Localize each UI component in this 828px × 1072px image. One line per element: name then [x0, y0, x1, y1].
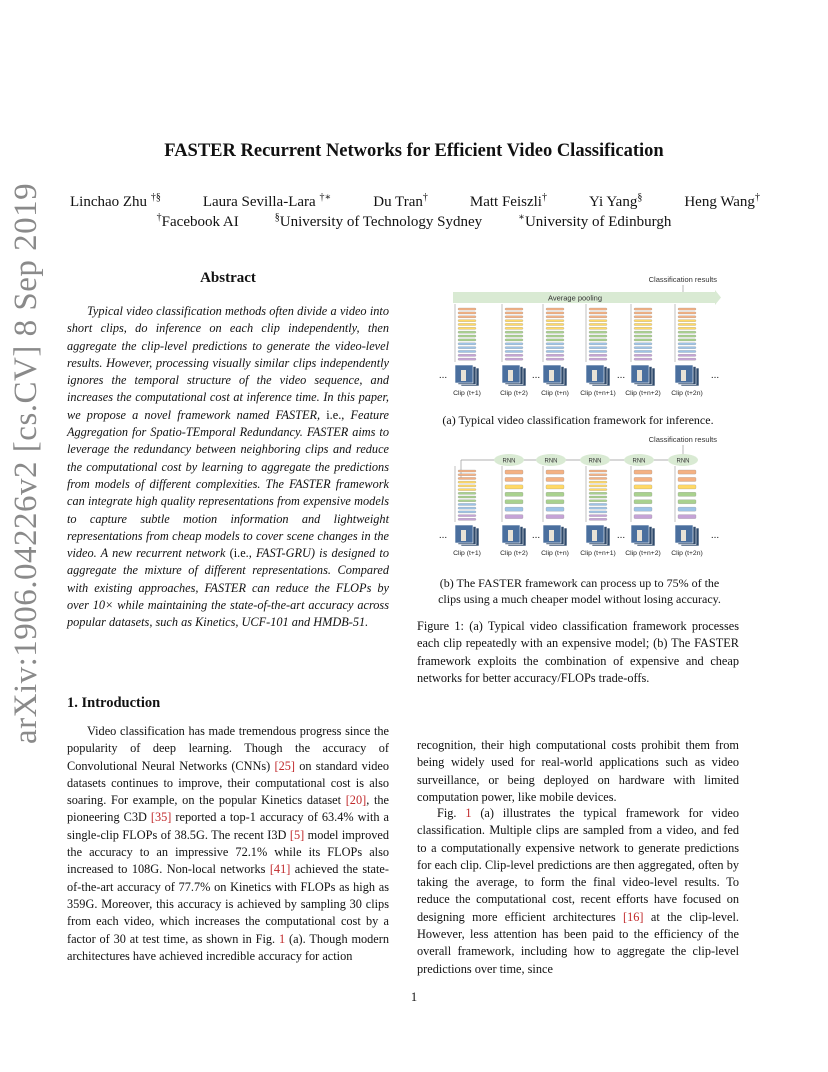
network-layer: [589, 492, 607, 494]
figure-1b-diagram: [425, 430, 725, 570]
network-layer: [678, 323, 696, 325]
network-layer: [458, 511, 476, 513]
average-pooling-label: Average pooling: [547, 293, 603, 303]
author: Du Tran†: [373, 192, 428, 210]
network-layer: [546, 335, 564, 337]
network-layer: [678, 485, 696, 489]
network-layer: [546, 350, 564, 352]
network-layer: [589, 320, 607, 322]
frame-person: [637, 530, 642, 541]
network-layer: [678, 358, 696, 360]
network-layer: [589, 323, 607, 325]
network-layer: [678, 343, 696, 345]
network-layer: [458, 489, 476, 491]
network-layer: [678, 354, 696, 356]
network-layer: [505, 354, 523, 356]
figure-ref-link[interactable]: 1: [278, 931, 286, 946]
network-layer: [589, 474, 607, 476]
network-layer: [589, 515, 607, 517]
network-layer: [678, 500, 696, 504]
network-layer: [634, 316, 652, 318]
clip-column: [500, 466, 528, 557]
affiliation: ∗University of Edinburgh: [518, 212, 672, 230]
frame-person: [681, 370, 686, 381]
network-layer: [589, 308, 607, 310]
network-layer: [634, 323, 652, 325]
network-layer: [678, 470, 696, 474]
network-layer: [634, 354, 652, 356]
frame-person: [508, 370, 513, 381]
network-layer: [589, 316, 607, 318]
ellipsis: ...: [438, 370, 448, 381]
frame-person: [549, 370, 554, 381]
network-layer: [589, 485, 607, 487]
citation-link[interactable]: [20]: [345, 793, 367, 808]
network-layer: [458, 320, 476, 322]
network-layer: [634, 312, 652, 314]
network-layer: [458, 350, 476, 352]
clip-column: [541, 466, 569, 557]
network-layer: [458, 358, 476, 360]
network-layer: [505, 312, 523, 314]
rnn-label: RNN: [676, 458, 690, 465]
clip-label: Clip (t+n): [541, 390, 569, 397]
author-list: [70, 194, 760, 211]
network-layer: [634, 492, 652, 496]
frame-person: [592, 530, 597, 541]
network-layer: [458, 500, 476, 502]
section-heading-introduction: 1. Introduction: [67, 695, 161, 711]
clip-label: Clip (t+2n): [671, 390, 703, 397]
network-layer: [505, 507, 523, 511]
clip-label: Clip (t+n+2): [625, 550, 661, 557]
rnn-node: [494, 454, 524, 466]
network-layer: [546, 515, 564, 519]
network-layer: [589, 470, 607, 472]
citation-link[interactable]: [5]: [289, 827, 305, 842]
ellipsis: ...: [616, 530, 626, 541]
network-layer: [458, 474, 476, 476]
citation-link[interactable]: [35]: [150, 810, 172, 825]
network-layer: [458, 327, 476, 329]
network-layer: [589, 503, 607, 505]
rnn-label: RNN: [632, 458, 646, 465]
clip-column: [453, 304, 481, 397]
network-layer: [546, 343, 564, 345]
network-layer: [505, 350, 523, 352]
network-layer: [505, 347, 523, 349]
network-layer: [546, 331, 564, 333]
network-layer: [589, 358, 607, 360]
network-layer: [546, 354, 564, 356]
ellipsis: ...: [710, 370, 720, 381]
network-layer: [458, 515, 476, 517]
abstract-text: Typical video classification methods often divide a video into short clips, do inference on each clip independently, then aggregate the clip-level predictions to generate the video-level results. However, processing visually similar clips independently ignores the temporal structure of the video sequence, and increases the computational cost at inference time. In this paper, we propose a novel framework named FASTER, i.e., Feature Aggregation for Spatio-TEmporal Redundancy. FASTER aims to leverage the redundancy between neighboring clips and reduce the computational cost by learning to aggregate the predictions from models of different complexities. The FASTER framework can integrate high quality representations from expensive models to capture subtle motion information and lightweight representations from cheap models to cover scene changes in the video. A new recurrent network (i.e., FAST-GRU) is designed to aggregate the mixture of different representations. Compared with existing approaches, FASTER can reduce the FLOPs by over 10× while maintaining the state-of-the-art accuracy across popular datasets, such as Kinetics, UCF-101 and HMDB-51.: [67, 304, 389, 630]
right-column-text: recognition, their high computational costs prohibit them from being widely used for real-world applications such as video surveillance, or being deployed on hardware with limited computation power, like mobile devices.: [417, 738, 739, 804]
clip-column: [625, 466, 661, 557]
frame-person: [461, 530, 466, 541]
network-layer: [505, 335, 523, 337]
abstract-heading: Abstract: [200, 270, 256, 286]
clip-column: [671, 466, 703, 557]
introduction-text: Video classification has made tremendous progress since the popularity of deep learning. Though the accuracy of Convolutional Neural Networks (CNNs) [25] on standard video datasets continues to improve, their computational cost is also soaring. For example, on the popular Kinetics dataset [20], the pioneering C3D [35] reported a top-1 accuracy of 63.4% with a single-clip FLOPs of 38.5G. The recent I3D [5] model improved the accuracy to an impressive 72.1% while its FLOPs also increased to 108G. Non-local networks [41] achieved the state-of-the-art accuracy of 77.7% on Kinetics with FLOPs as high as 359G. Moreover, this accuracy is achieved by sampling 30 clips from each video, which increases the computational cost by a factor of 30 at test time, as shown in Fig. 1 (a). Though modern architectures have achieved incredible accuracy for action: [67, 724, 390, 963]
network-layer: [546, 327, 564, 329]
network-layer: [546, 492, 564, 496]
author: Linchao Zhu †§: [70, 192, 161, 210]
ellipsis: ...: [531, 530, 541, 541]
network-layer: [546, 358, 564, 360]
rnn-label: RNN: [502, 458, 516, 465]
network-layer: [678, 331, 696, 333]
network-layer: [678, 327, 696, 329]
network-layer: [634, 515, 652, 519]
network-layer: [546, 323, 564, 325]
network-layer: [634, 339, 652, 341]
network-layer: [458, 518, 476, 520]
network-layer: [589, 354, 607, 356]
network-layer: [634, 358, 652, 360]
network-layer: [589, 331, 607, 333]
network-layer: [458, 503, 476, 505]
network-layer: [634, 500, 652, 504]
network-layer: [589, 507, 607, 509]
network-layer: [589, 477, 607, 479]
network-layer: [589, 347, 607, 349]
network-layer: [505, 343, 523, 345]
clip-label: Clip (t+n+1): [580, 550, 616, 557]
network-layer: [634, 308, 652, 310]
network-layer: [589, 511, 607, 513]
network-layer: [505, 327, 523, 329]
network-layer: [589, 339, 607, 341]
affiliation: §University of Technology Sydney: [274, 212, 483, 230]
network-layer: [505, 492, 523, 496]
network-layer: [546, 316, 564, 318]
network-layer: [546, 485, 564, 489]
affiliation-list: [0, 214, 828, 231]
network-layer: [458, 492, 476, 494]
network-layer: [678, 477, 696, 481]
right-column-text-2: Fig. 1 (a) illustrates the typical framework for video classification. Multiple clips are sampled from a video, and fed to a computationally expensive network to generate predictions for each clip. Clip-level predictions are then aggregated, often by taking the average, to form the final video-level results. To reduce the computational cost, recent efforts have focused on designing more efficient architectures [16] at the clip-level. However, less attention has been paid to the efficiency of the overall framework, including how to aggregate the clip-level predictions over time, since: [417, 806, 739, 976]
clip-label: Clip (t+1): [453, 550, 481, 557]
network-layer: [546, 339, 564, 341]
network-layer: [546, 347, 564, 349]
frame-person: [508, 530, 513, 541]
network-layer: [634, 507, 652, 511]
network-layer: [634, 331, 652, 333]
network-layer: [458, 485, 476, 487]
figure-1a-caption: (a) Typical video classification framework for inference.: [442, 413, 714, 427]
network-layer: [458, 308, 476, 310]
ellipsis: ...: [438, 530, 448, 541]
clip-column: [580, 466, 616, 557]
network-layer: [505, 515, 523, 519]
classification-results-label: Classification results: [648, 435, 717, 444]
network-layer: [589, 489, 607, 491]
network-layer: [546, 470, 564, 474]
clip-label: Clip (t+2): [500, 390, 528, 397]
rnn-node: [536, 454, 566, 466]
figure-ref-link[interactable]: 1: [465, 806, 472, 820]
network-layer: [505, 500, 523, 504]
paper-title: FASTER Recurrent Networks for Efficient Video Classification: [164, 141, 664, 161]
author: Matt Feiszli†: [469, 192, 547, 210]
clip-label: Clip (t+2n): [671, 550, 703, 557]
network-layer: [546, 477, 564, 481]
network-layer: [634, 320, 652, 322]
rnn-node: [668, 454, 698, 466]
network-layer: [634, 347, 652, 349]
clip-label: Clip (t+1): [453, 390, 481, 397]
clip-column: [453, 466, 481, 557]
network-layer: [678, 347, 696, 349]
network-layer: [458, 347, 476, 349]
network-layer: [458, 354, 476, 356]
network-layer: [458, 343, 476, 345]
network-layer: [505, 477, 523, 481]
network-layer: [634, 343, 652, 345]
author: Yi Yang§: [588, 192, 643, 210]
rnn-label: RNN: [544, 458, 558, 465]
network-layer: [505, 316, 523, 318]
rnn-node: [580, 454, 610, 466]
network-layer: [634, 327, 652, 329]
network-layer: [634, 477, 652, 481]
ellipsis: ...: [531, 370, 541, 381]
ellipsis: ...: [710, 530, 720, 541]
rnn-label: RNN: [588, 458, 602, 465]
network-layer: [589, 343, 607, 345]
network-layer: [458, 323, 476, 325]
frame-person: [549, 530, 554, 541]
network-layer: [505, 339, 523, 341]
network-layer: [458, 331, 476, 333]
network-layer: [458, 507, 476, 509]
network-layer: [505, 358, 523, 360]
network-layer: [505, 323, 523, 325]
frame-person: [592, 370, 597, 381]
network-layer: [505, 470, 523, 474]
network-layer: [678, 320, 696, 322]
network-layer: [458, 339, 476, 341]
network-layer: [678, 492, 696, 496]
network-layer: [505, 308, 523, 310]
network-layer: [546, 500, 564, 504]
clip-column: [500, 304, 528, 397]
network-layer: [589, 518, 607, 520]
network-layer: [458, 477, 476, 479]
network-layer: [678, 316, 696, 318]
network-layer: [678, 308, 696, 310]
network-layer: [505, 331, 523, 333]
network-layer: [678, 515, 696, 519]
figure-1a-diagram: [425, 270, 725, 410]
network-layer: [458, 316, 476, 318]
figure-1-caption: Figure 1: (a) Typical video classification framework processes each clip repeatedly with an expensive model; (b) The FASTER framework exploits the combination of expensive and cheap networks for better accuracy/FLOPs trade-offs.: [417, 619, 739, 685]
network-layer: [678, 312, 696, 314]
network-layer: [678, 335, 696, 337]
network-layer: [589, 312, 607, 314]
network-layer: [634, 470, 652, 474]
network-layer: [458, 470, 476, 472]
clip-label: Clip (t+n+1): [580, 390, 616, 397]
network-layer: [678, 339, 696, 341]
network-layer: [458, 312, 476, 314]
network-layer: [634, 335, 652, 337]
network-layer: [458, 496, 476, 498]
frame-person: [637, 370, 642, 381]
clip-column: [671, 304, 703, 397]
network-layer: [458, 335, 476, 337]
clip-label: Clip (t+n+2): [625, 390, 661, 397]
author: Heng Wang†: [684, 192, 760, 210]
network-layer: [505, 320, 523, 322]
clip-column: [625, 304, 661, 397]
pool-arrow: [715, 290, 721, 305]
network-layer: [589, 500, 607, 502]
network-layer: [678, 350, 696, 352]
citation-link[interactable]: [41]: [269, 862, 291, 877]
network-layer: [589, 327, 607, 329]
clip-label: Clip (t+2): [500, 550, 528, 557]
author: Laura Sevilla-Lara †∗: [202, 192, 332, 210]
frame-person: [681, 530, 686, 541]
classification-results-label: Classification results: [648, 275, 717, 284]
figure-1b-caption: (b) The FASTER framework can process up to 75% of the clips using a much cheaper model without losing accuracy.: [438, 576, 721, 606]
network-layer: [634, 485, 652, 489]
rnn-node: [624, 454, 654, 466]
page-number: 1: [410, 990, 418, 1004]
network-layer: [546, 320, 564, 322]
affiliation: †Facebook AI: [156, 212, 239, 230]
network-layer: [589, 335, 607, 337]
network-layer: [678, 507, 696, 511]
network-layer: [589, 350, 607, 352]
citation-link[interactable]: [25]: [274, 758, 296, 773]
network-layer: [505, 485, 523, 489]
network-layer: [546, 312, 564, 314]
clip-column: [541, 304, 569, 397]
network-layer: [634, 350, 652, 352]
network-layer: [546, 308, 564, 310]
network-layer: [589, 481, 607, 483]
ellipsis: ...: [616, 370, 626, 381]
frame-person: [461, 370, 466, 381]
network-layer: [458, 481, 476, 483]
clip-label: Clip (t+n): [541, 550, 569, 557]
citation-link[interactable]: [16]: [623, 909, 644, 924]
network-layer: [546, 507, 564, 511]
arxiv-side-stamp: arXiv:1906.04226v2 [cs.CV] 8 Sep 2019: [8, 182, 44, 744]
clip-column: [580, 304, 616, 397]
network-layer: [589, 496, 607, 498]
